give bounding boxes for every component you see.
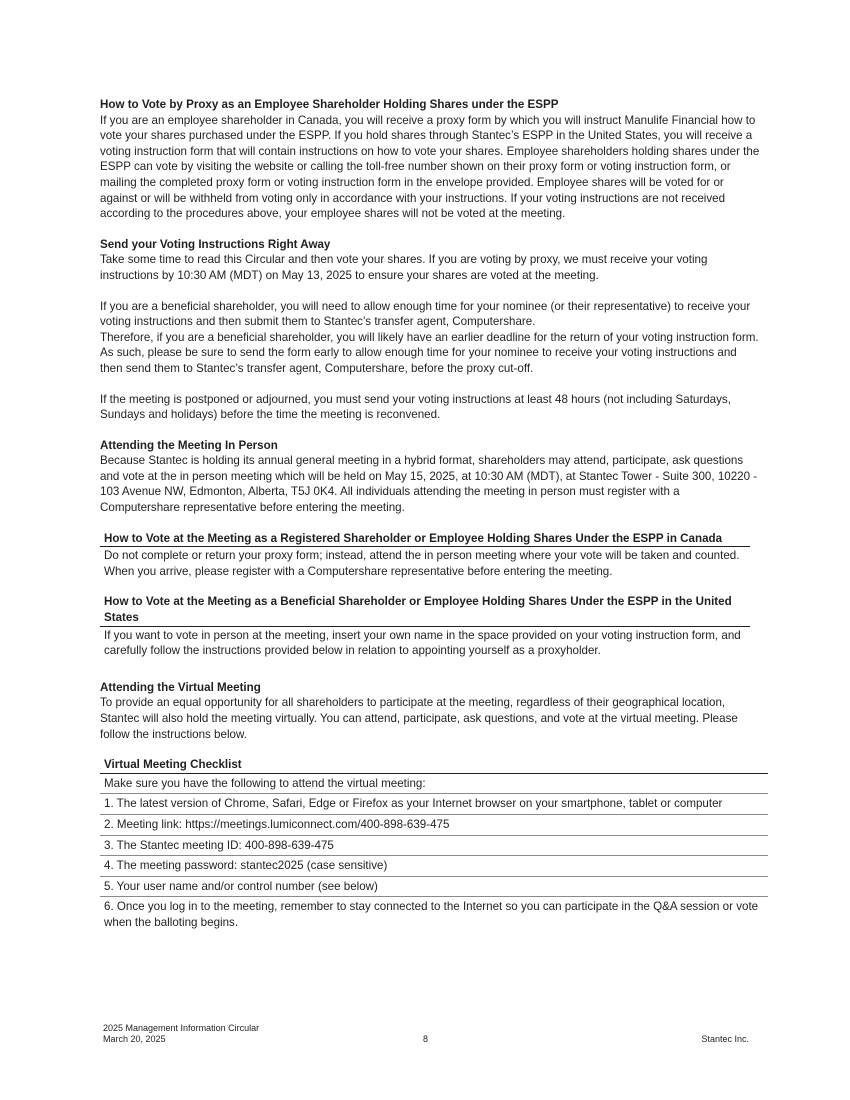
checklist-row: 3. The Stantec meeting ID: 400-898-639-475 xyxy=(100,836,768,857)
document-body xyxy=(100,97,760,933)
registered-shareholder-box xyxy=(100,531,760,580)
in-person-section xyxy=(100,438,760,516)
section-paragraph: Therefore, if you are a beneficial shareholder, you will likely have an earlier deadline for the return of your voting instruction form. As such, please be sure to send the form early to allow enough time for your nominee to receive your voting instructions and then send them to Stantec’s transfer agent, Computershare, before the proxy cut-off. xyxy=(100,330,759,375)
virtual-meeting-checklist xyxy=(100,757,768,932)
checklist-title: Virtual Meeting Checklist xyxy=(100,757,768,774)
section-heading: Attending the Meeting In Person xyxy=(100,438,278,452)
proxy-voting-section xyxy=(100,97,760,222)
virtual-meeting-section xyxy=(100,680,760,742)
section-paragraph: If you are an employee shareholder in Canada, you will receive a proxy form by which you will instruct Manulife Financial how to vote your shares purchased under the ESPP. If you hold shares through Stantec’s ESPP in the United States, you will receive a voting instruction form that will contain instructions on how to vote your shares. Employee shareholders holding shares under the ESPP can vote by visiting the website or calling the toll-free number shown on their proxy form or voting instruction form, or mailing the completed proxy form or voting instruction form in the envelope provided. Employee shares will be voted for or against or will be withheld from voting only in accordance with your instructions. If your voting instructions are not received according to the procedures above, your employee shares will not be voted at the meeting. xyxy=(100,113,760,221)
section-paragraph: If the meeting is postponed or adjourned, you must send your voting instructions at least 48 hours (not including Saturdays, Sundays and holidays) before the time the meeting is reconvened. xyxy=(100,392,731,422)
box-paragraph: If you want to vote in person at the meeting, insert your own name in the space provided on your voting instruction form, and carefully follow the instructions provided below in relation to appointing yourself as a proxyholder. xyxy=(104,628,741,658)
box-heading: How to Vote at the Meeting as a Beneficial Shareholder or Employee Holding Shares Under the ESPP in the United States xyxy=(100,594,750,626)
footer-doc-title: 2025 Management Information Circular xyxy=(103,1023,260,1033)
checklist-row: Make sure you have the following to attend the virtual meeting: xyxy=(100,774,768,795)
beneficial-shareholder-box xyxy=(100,594,760,658)
footer-date: March 20, 2025 xyxy=(103,1034,166,1044)
checklist-row: 1. The latest version of Chrome, Safari, Edge or Firefox as your Internet browser on your smartphone, tablet or computer xyxy=(100,794,768,815)
checklist-row: 5. Your user name and/or control number (see below) xyxy=(100,877,768,898)
section-paragraph: To provide an equal opportunity for all shareholders to participate at the meeting, regardless of their geographical location, Stantec will also hold the meeting virtually. You can attend, participate, ask questions, and vote at the virtual meeting. Please follow the instructions below. xyxy=(100,696,738,741)
checklist-row: 6. Once you log in to the meeting, remember to stay connected to the Internet so you can participate in the Q&A session or vote when the balloting begins. xyxy=(104,900,759,929)
footer-left xyxy=(103,1023,259,1045)
section-paragraph: If you are a beneficial shareholder, you will need to allow enough time for your nominee (or their representative) to receive your voting instructions and then submit them to Stantec’s transfer agent, Computershare. xyxy=(100,299,751,329)
page-number: 8 xyxy=(423,1034,429,1044)
footer-company: Stantec Inc. xyxy=(701,1034,749,1044)
box-heading: How to Vote at the Meeting as a Registered Shareholder or Employee Holding Shares Under the ESPP in Canada xyxy=(100,531,750,548)
section-paragraph: Take some time to read this Circular and then vote your shares. If you are voting by proxy, we must receive your voting instructions by 10:30 AM (MDT) on May 13, 2025 to ensure your shares are voted at the meeting. xyxy=(100,253,708,282)
section-heading: Attending the Virtual Meeting xyxy=(100,680,261,694)
checklist-row: 2. Meeting link: https://meetings.lumiconnect.com/400-898-639-475 xyxy=(100,815,768,836)
checklist-row: 4. The meeting password: stantec2025 (case sensitive) xyxy=(100,856,768,877)
section-heading: Send your Voting Instructions Right Away xyxy=(100,237,331,251)
box-paragraph: Do not complete or return your proxy form; instead, attend the in person meeting where your vote will be taken and counted. When you arrive, please register with a Computershare representative before entering the meeting. xyxy=(104,549,740,578)
send-instructions-section xyxy=(100,237,760,423)
section-paragraph: Because Stantec is holding its annual general meeting in a hybrid format, shareholders may attend, participate, ask questions and vote at the in person meeting which will be held on May 15, 2025, at 10:30 AM (MDT), at Stantec Tower - Suite 300, 10220 - 103 Avenue NW, Edmonton, Alberta, T5J 0K4. All individuals attending the meeting in person must register with a Computershare representative before entering the meeting. xyxy=(100,454,758,515)
section-heading: How to Vote by Proxy as an Employee Shareholder Holding Shares under the ESPP xyxy=(100,98,559,111)
